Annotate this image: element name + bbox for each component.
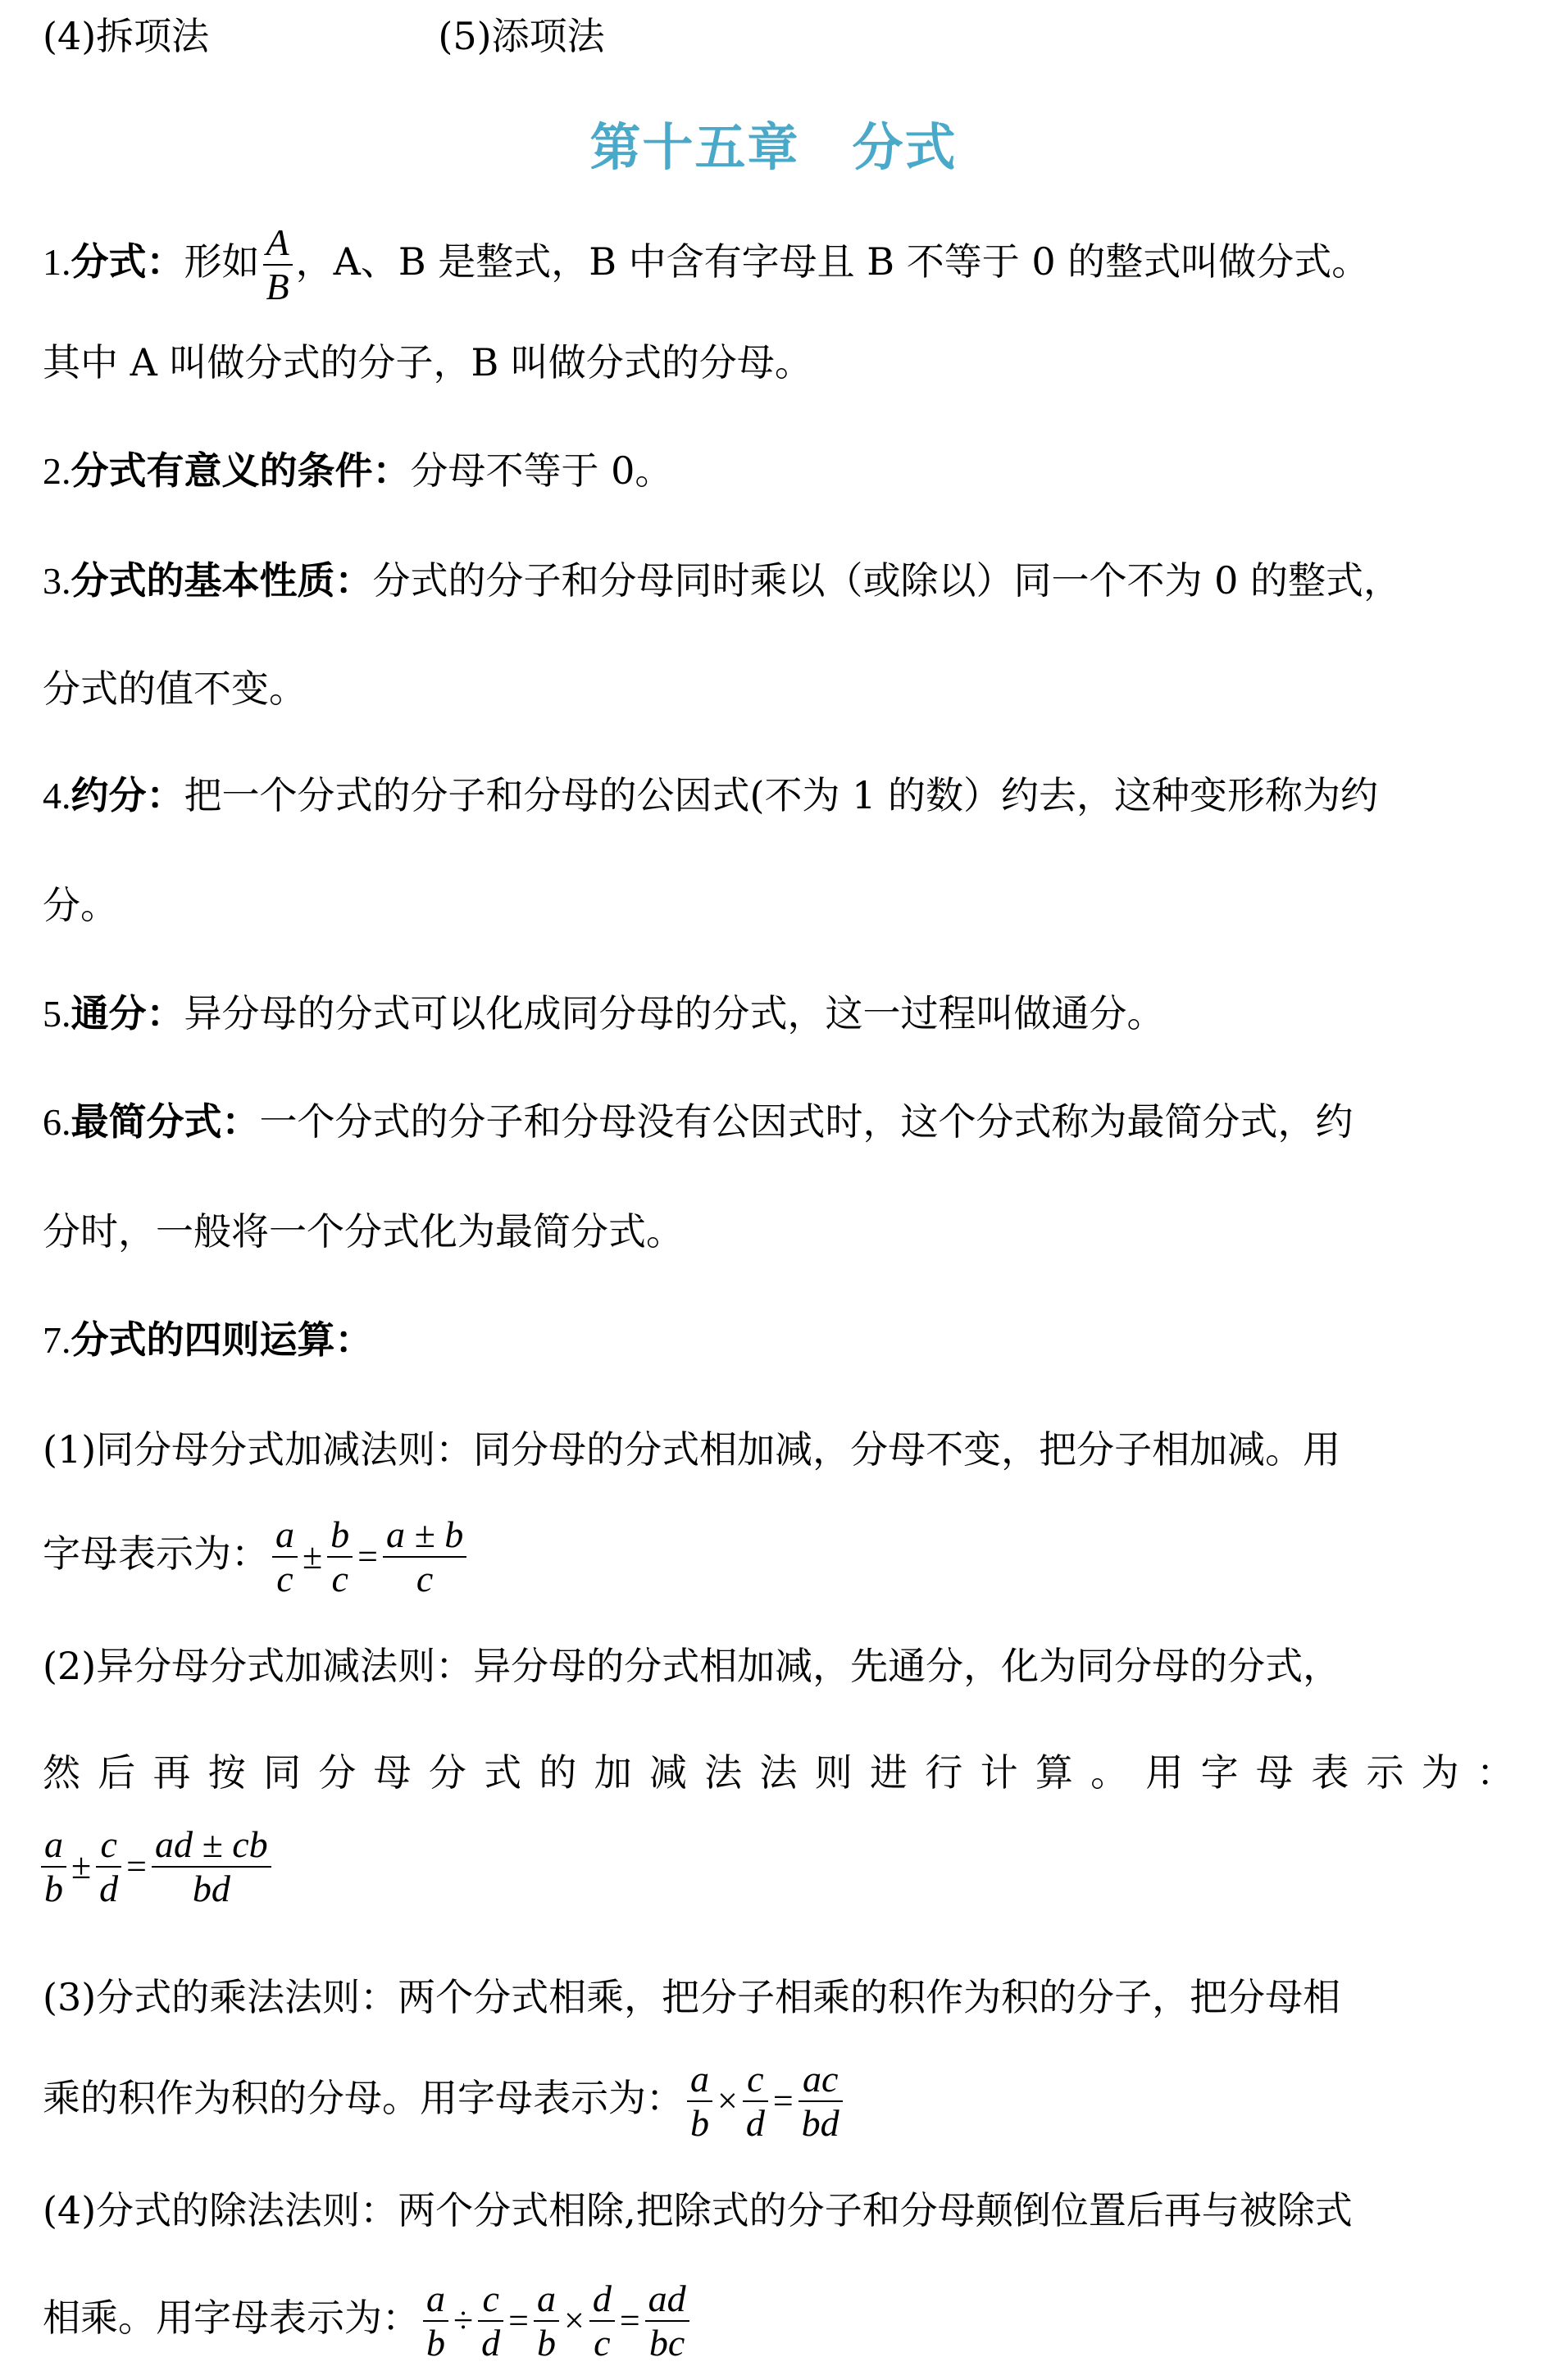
item-number: 7. [43,1319,71,1361]
fraction [799,2058,843,2145]
rule-4-line1: (4)分式的除法法则：两个分式相除,把除式的分子和分母颠倒位置后再与被除式 [43,2188,1353,2232]
definition-5 [43,990,1514,1037]
equals-sign: = [357,1536,378,1577]
fraction [645,2278,689,2364]
denominator: c [331,1558,348,1600]
fraction-a-over-b [263,221,293,308]
numerator: b [330,1513,350,1555]
fraction [687,2058,712,2145]
definition-text: 分母不等于 0。 [410,448,673,493]
denominator: b [426,2322,445,2364]
definition-3 [43,557,1514,604]
definition-1-line2: 其中 A 叫做分式的分子，B 叫做分式的分母。 [43,340,812,385]
numerator: c [482,2278,499,2319]
rule-3-line2 [43,2053,1514,2146]
item-number: 4. [43,775,71,817]
equals-sign: = [508,2300,529,2341]
method-item-5: (5)添项法 [438,14,605,58]
numerator: c [100,1823,117,1865]
numerator: a ± b [385,1513,464,1555]
denominator: d [745,2102,765,2144]
definition-text: 把一个分式的分子和分母的公因式(不为 1 的数）约去，这种变形称为约 [184,773,1378,817]
equals-sign: = [772,2081,794,2121]
numerator: a [275,1513,294,1555]
numerator: ac [802,2058,839,2100]
rule-2-line2: 然后再按同分母分式的加减法法则进行计算。用字母表示为： [43,1750,1514,1795]
numerator: c [747,2058,764,2100]
definition-text: 形如 [184,239,260,284]
term-common-denominator: 通分： [71,991,184,1035]
fraction [478,2278,503,2364]
definition-4-line2: 分。 [43,883,118,927]
term-fraction: 分式： [71,239,184,284]
term-reduction: 约分： [71,773,184,817]
rule-text: 乘的积作为积的分母。用字母表示为： [43,2076,684,2120]
definition-3-line2: 分式的值不变。 [43,667,307,711]
fraction [534,2278,559,2364]
fraction [41,1823,66,1910]
numerator: ad ± cb [154,1823,268,1865]
operator: ± [71,1846,92,1886]
numerator: a [690,2058,709,2100]
fraction [152,1823,271,1910]
operator: × [563,2300,585,2341]
operator: ± [303,1536,323,1577]
fraction [272,1513,298,1600]
denominator: c [594,2322,611,2364]
denominator: c [416,1558,434,1600]
numerator: a [44,1823,63,1865]
rule-text: 字母表示为： [43,1531,269,1576]
denominator: d [481,2322,501,2364]
item-number: 2. [43,450,71,492]
fraction [383,1513,466,1600]
term-basic-property: 分式的基本性质： [71,558,373,603]
definition-text: 一个分式的分子和分母没有公因式时，这个分式称为最简分式，约 [259,1099,1354,1144]
definition-text: ，A、B 是整式，B 中含有字母且 B 不等于 0 的整式叫做分式。 [295,239,1370,284]
fraction [743,2058,768,2145]
definition-text: 异分母的分式可以化成同分母的分式，这一过程叫做通分。 [184,991,1165,1035]
formula-different-denominator [38,1822,275,1912]
definition-6 [43,1099,1514,1145]
denominator: b [536,2322,556,2364]
fraction [589,2278,615,2364]
definition-6-line2: 分时，一般将一个分式化为最简分式。 [43,1209,684,1254]
chapter-title: 第十五章 分式 [589,117,958,177]
item-number: 3. [43,560,71,602]
definition-2 [43,448,1514,494]
numerator: A [266,221,289,263]
denominator: bd [192,1868,230,1909]
numerator: a [426,2278,445,2319]
fraction [96,1823,121,1910]
fraction [423,2278,448,2364]
term-simplest-fraction: 最简分式： [71,1099,260,1144]
equals-sign: = [619,2300,640,2341]
definition-4 [43,772,1514,819]
item-number: 6. [43,1101,71,1143]
definition-7 [43,1317,1514,1363]
rule-1-line1: (1)同分母分式加减法则：同分母的分式相加减，分母不变，把分子相加减。用 [43,1427,1341,1472]
numerator: a [536,2278,556,2319]
rule-3-line1: (3)分式的乘法法则：两个分式相乘，把分子相乘的积作为积的分子，把分母相 [43,1975,1341,2019]
numerator: d [592,2278,612,2319]
term-four-operations: 分式的四则运算： [71,1317,373,1362]
operator: ÷ [453,2300,474,2341]
denominator: c [276,1558,293,1600]
item-number: 5. [43,993,71,1035]
rule-1-line2 [43,1509,1514,1602]
numerator: ad [648,2278,686,2319]
term-meaningful-condition: 分式有意义的条件： [71,448,411,493]
method-item-4: (4)拆项法 [43,14,210,58]
method-list-row [43,13,1514,59]
denominator: b [690,2102,709,2144]
fraction [327,1513,353,1600]
formula-same-denominator [269,1512,470,1602]
definition-1 [43,221,1514,308]
definition-text: 分式的分子和分母同时乘以（或除以）同一个不为 0 的整式， [372,558,1402,603]
formula-division [420,2276,693,2366]
rule-2-line1: (2)异分母分式加减法则：异分母的分式相加减，先通分，化为同分母的分式， [43,1644,1341,1688]
denominator: bd [801,2102,839,2144]
rule-text: 相乘。用字母表示为： [43,2296,420,2340]
denominator: b [44,1868,63,1909]
item-number: 1. [43,241,71,283]
denominator: d [99,1868,119,1909]
operator: × [717,2081,738,2121]
rule-2-formula-line [38,1818,1514,1912]
rule-4-line2 [43,2273,1514,2366]
formula-multiplication [684,2056,846,2146]
denominator: bc [648,2322,685,2364]
denominator: B [266,266,289,307]
equals-sign: = [126,1846,147,1886]
